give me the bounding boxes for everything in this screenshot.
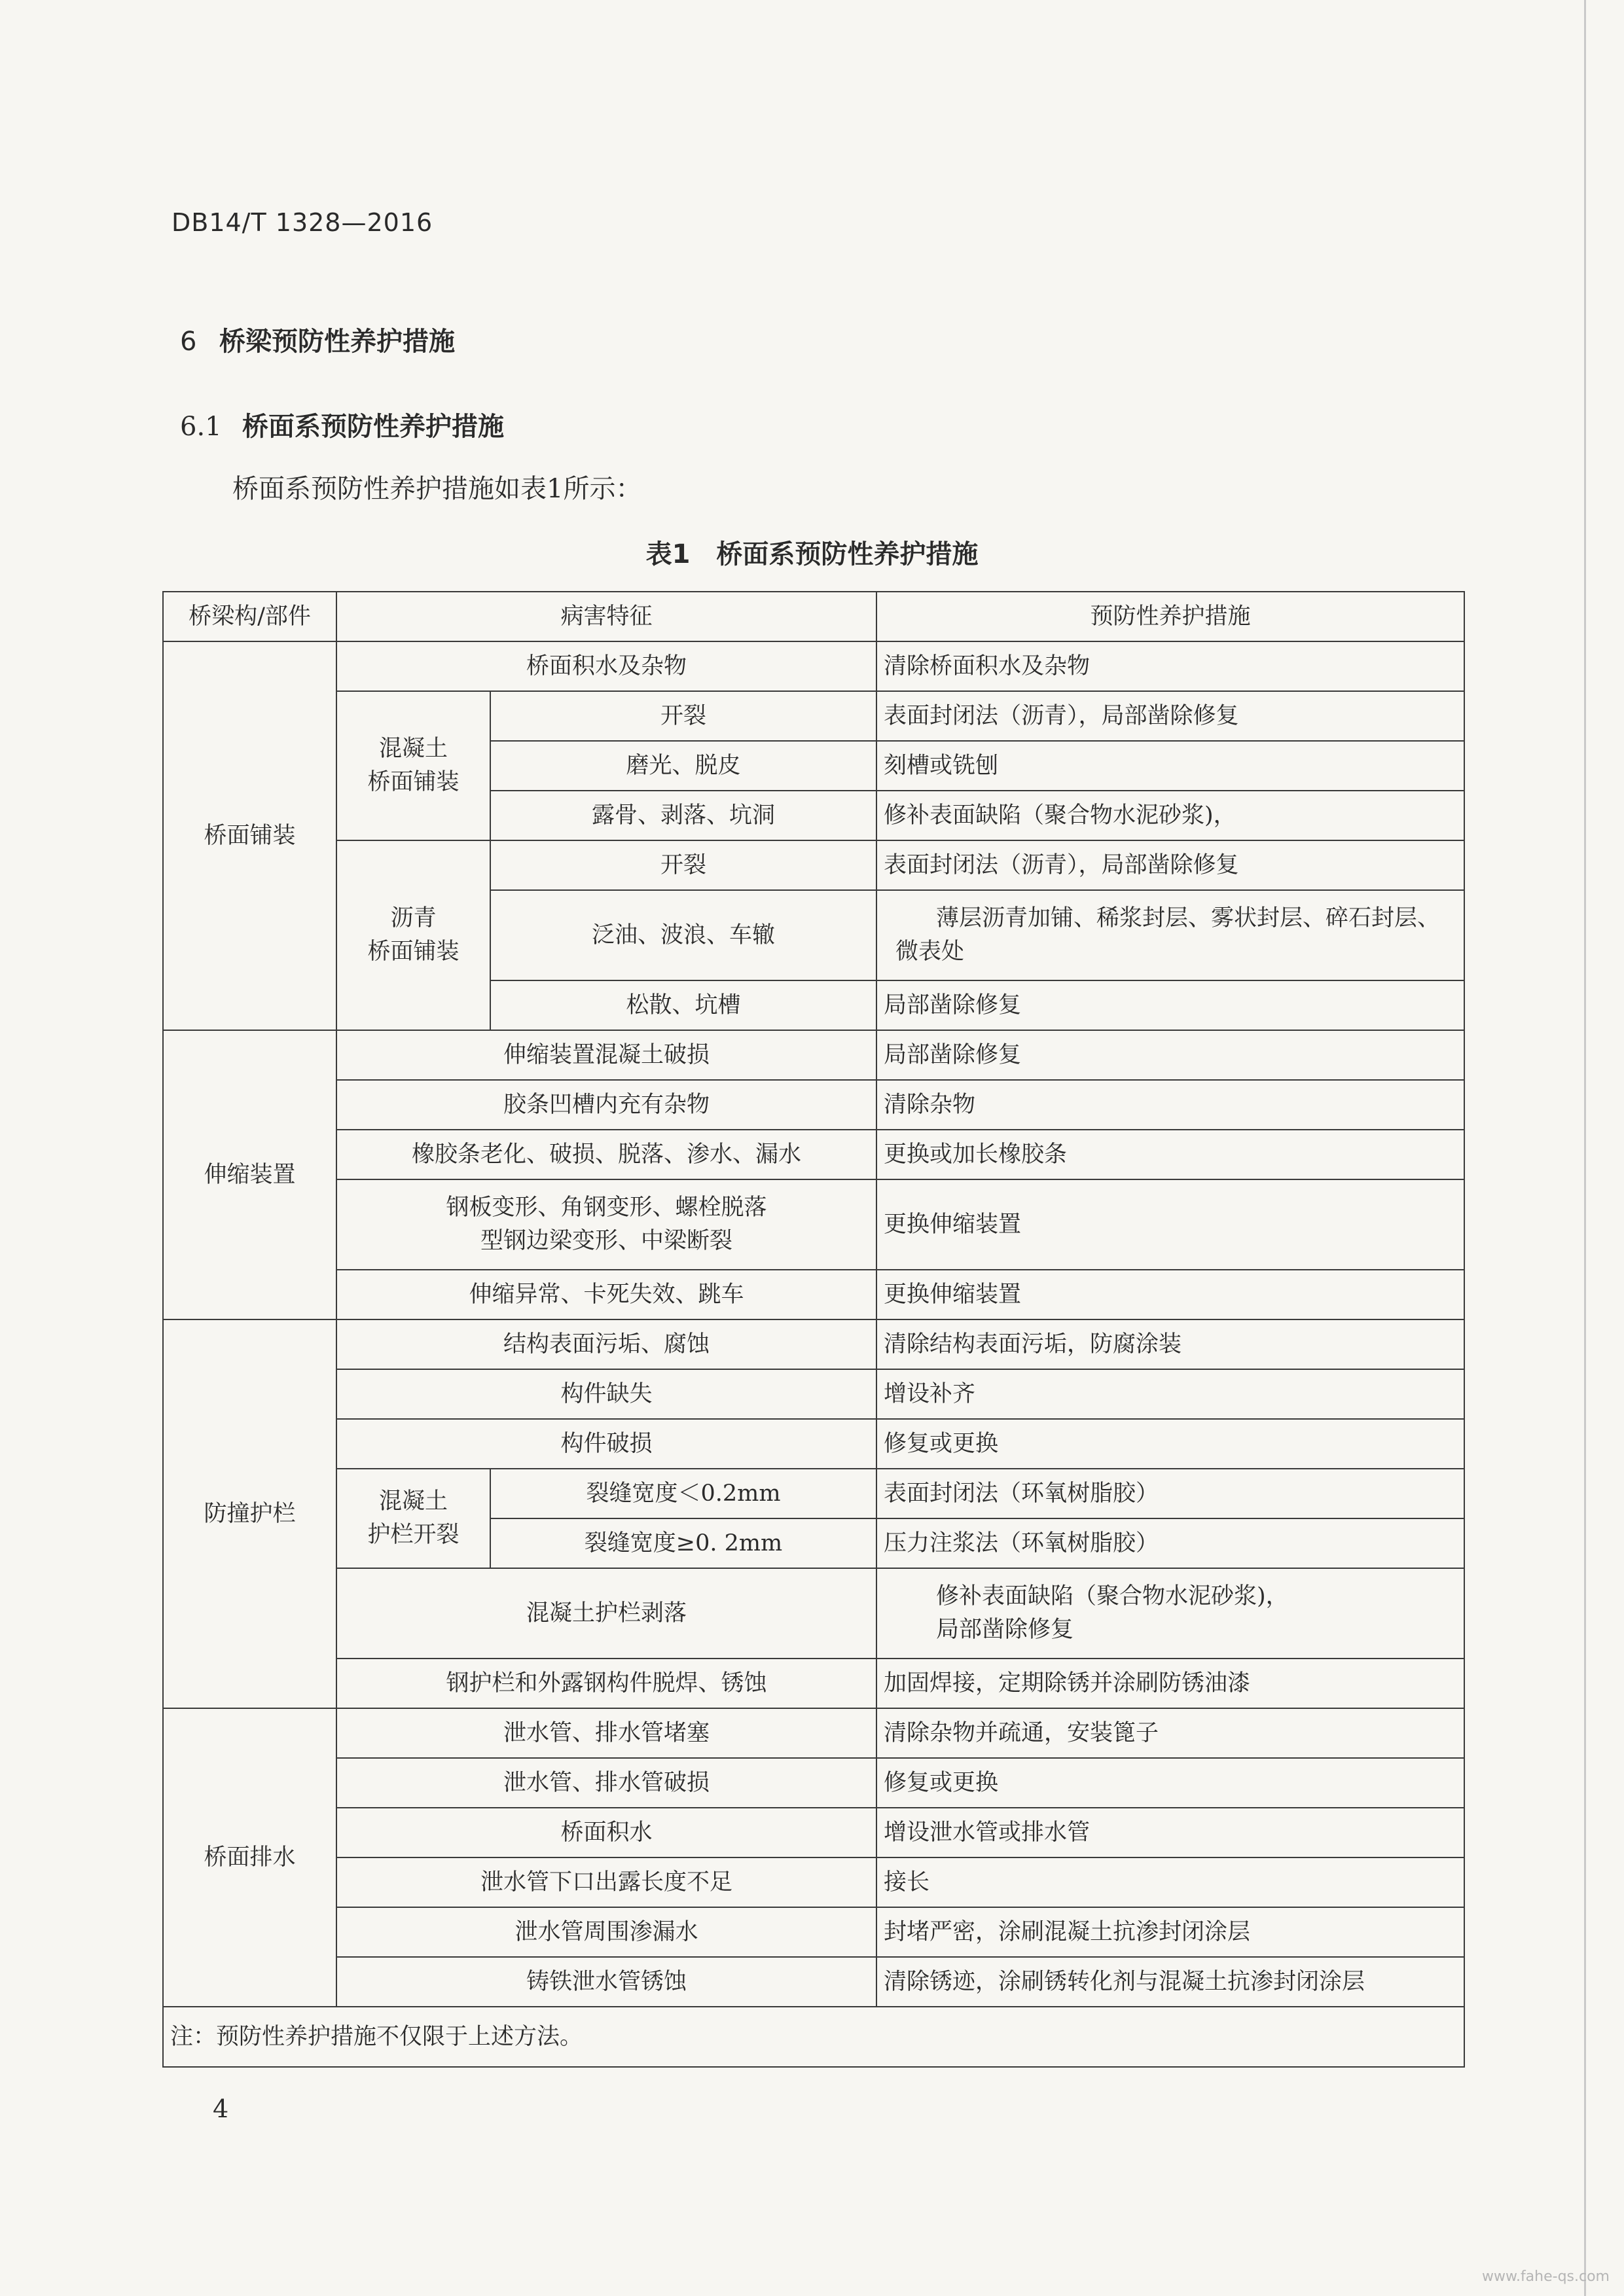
measure-cell: 更换伸缩装置: [876, 1270, 1464, 1319]
table-row: [163, 1957, 1464, 2007]
measure-cell: 修复或更换: [876, 1758, 1464, 1808]
measure-cell: 压力注浆法（环氧树脂胶）: [876, 1518, 1464, 1568]
defect-cell: 磨光、脱皮: [490, 741, 876, 791]
defect-cell: 泄水管、排水管破损: [336, 1758, 876, 1808]
defect-cell: 铸铁泄水管锈蚀: [336, 1957, 876, 2007]
header-defect: 病害特征: [336, 592, 876, 641]
measure-cell: 刻槽或铣刨: [876, 741, 1464, 791]
header-component: 桥梁构/部件: [163, 592, 336, 641]
table-row: [163, 1179, 1464, 1270]
subcategory-line: 混凝土: [378, 1488, 448, 1515]
table-row: [163, 1369, 1464, 1419]
header-measure: 预防性养护措施: [876, 592, 1464, 641]
table-caption-label: 表1: [645, 539, 691, 569]
measure-cell: 清除结构表面污垢，防腐涂装: [876, 1319, 1464, 1369]
section-number: 6: [180, 327, 197, 357]
measure-cell: 表面封闭法（沥青），局部凿除修复: [876, 691, 1464, 741]
measure-cell: 清除杂物: [876, 1080, 1464, 1130]
measure-cell: 局部凿除修复: [876, 1030, 1464, 1080]
subcategory-concrete-paving: [336, 691, 490, 840]
subsection-heading: [180, 406, 504, 443]
defect-cell: 泄水管、排水管堵塞: [336, 1708, 876, 1758]
defect-cell: 泛油、波浪、车辙: [490, 890, 876, 980]
category-deck-paving: 桥面铺装: [163, 641, 336, 1030]
measure-cell: 修复或更换: [876, 1419, 1464, 1469]
subsection-number: 6.1: [180, 412, 222, 442]
page-number: 4: [213, 2094, 229, 2123]
table-row: [163, 1030, 1464, 1080]
subcategory-line: 护栏开裂: [367, 1522, 460, 1548]
measure-line: 薄层沥青加铺、稀浆封层、雾状封层、碎石封层、: [936, 905, 1441, 932]
measure-cell: 清除锈迹，涂刷锈转化剂与混凝土抗渗封闭涂层: [876, 1957, 1464, 2007]
table-row: [163, 1808, 1464, 1857]
defect-cell: 露骨、剥落、坑洞: [490, 791, 876, 840]
table-row: [163, 691, 1464, 741]
table-caption-title: 桥面系预防性养护措施: [716, 539, 979, 569]
table-row: [163, 1319, 1464, 1369]
table-note: 注：预防性养护措施不仅限于上述方法。: [163, 2007, 1464, 2067]
measure-cell: 增设泄水管或排水管: [876, 1808, 1464, 1857]
table-row: [163, 1708, 1464, 1758]
table-row: [163, 1469, 1464, 1518]
table-row: [163, 1568, 1464, 1659]
measure-cell: 局部凿除修复: [876, 980, 1464, 1030]
table-header-row: [163, 592, 1464, 641]
measure-line: 微表处: [895, 939, 965, 965]
subcategory-concrete-rail-crack: [336, 1469, 490, 1568]
defect-cell: 开裂: [490, 840, 876, 890]
measure-cell: 表面封闭法（沥青），局部凿除修复: [876, 840, 1464, 890]
subcategory-line: 沥青: [390, 905, 437, 932]
maintenance-table: [162, 591, 1465, 2068]
defect-cell: 开裂: [490, 691, 876, 741]
defect-cell: 混凝土护栏剥落: [336, 1568, 876, 1659]
measure-cell: [876, 1568, 1464, 1659]
measure-cell: 接长: [876, 1857, 1464, 1907]
defect-line: 型钢边梁变形、中梁断裂: [480, 1228, 733, 1254]
measure-cell: 修补表面缺陷（聚合物水泥砂浆)，: [876, 791, 1464, 840]
measure-cell: 更换伸缩装置: [876, 1179, 1464, 1270]
table-row: [163, 641, 1464, 691]
table-row: [163, 1907, 1464, 1957]
table-row: [163, 1080, 1464, 1130]
table-row: [163, 1130, 1464, 1179]
measure-cell: 清除杂物并疏通，安装篦子: [876, 1708, 1464, 1758]
subcategory-asphalt-paving: [336, 840, 490, 1030]
defect-cell: 伸缩异常、卡死失效、跳车: [336, 1270, 876, 1319]
table-row: [163, 1419, 1464, 1469]
defect-cell: 结构表面污垢、腐蚀: [336, 1319, 876, 1369]
measure-cell: 增设补齐: [876, 1369, 1464, 1419]
defect-cell: 裂缝宽度＜0.2mm: [490, 1469, 876, 1518]
intro-paragraph: 桥面系预防性养护措施如表1所示：: [232, 474, 642, 504]
defect-cell: 胶条凹槽内充有杂物: [336, 1080, 876, 1130]
defect-cell: 松散、坑槽: [490, 980, 876, 1030]
defect-cell: 桥面积水及杂物: [336, 641, 876, 691]
defect-line: 钢板变形、角钢变形、螺栓脱落: [446, 1194, 767, 1221]
subcategory-line: 桥面铺装: [367, 769, 460, 795]
defect-cell: 构件缺失: [336, 1369, 876, 1419]
table-caption: [0, 533, 1624, 571]
document-code: DB14/T 1328—2016: [171, 208, 433, 237]
subcategory-line: 混凝土: [378, 736, 448, 762]
measure-cell: [876, 890, 1464, 980]
defect-cell: 伸缩装置混凝土破损: [336, 1030, 876, 1080]
measure-line: 局部凿除修复: [936, 1617, 1074, 1643]
subsection-title: 桥面系预防性养护措施: [242, 412, 504, 442]
table-row: [163, 840, 1464, 890]
defect-cell: 构件破损: [336, 1419, 876, 1469]
measure-cell: 清除桥面积水及杂物: [876, 641, 1464, 691]
category-guardrail: 防撞护栏: [163, 1319, 336, 1708]
category-expansion-joint: 伸缩装置: [163, 1030, 336, 1319]
measure-cell: 更换或加长橡胶条: [876, 1130, 1464, 1179]
section-heading: [180, 321, 455, 358]
measure-line: 修补表面缺陷（聚合物水泥砂浆)，: [936, 1583, 1289, 1610]
table-row: [163, 1270, 1464, 1319]
section-title: 桥梁预防性养护措施: [219, 327, 455, 357]
defect-cell: 桥面积水: [336, 1808, 876, 1857]
table-note-row: [163, 2007, 1464, 2067]
subcategory-line: 桥面铺装: [367, 939, 460, 965]
defect-cell: 裂缝宽度≥0. 2mm: [490, 1518, 876, 1568]
table-row: [163, 1659, 1464, 1708]
defect-cell: 橡胶条老化、破损、脱落、渗水、漏水: [336, 1130, 876, 1179]
measure-cell: 封堵严密，涂刷混凝土抗渗封闭涂层: [876, 1907, 1464, 1957]
defect-cell: 泄水管周围渗漏水: [336, 1907, 876, 1957]
watermark: www.fahe-qs.com: [1481, 2269, 1610, 2285]
defect-cell: 钢护栏和外露钢构件脱焊、锈蚀: [336, 1659, 876, 1708]
measure-cell: 加固焊接，定期除锈并涂刷防锈油漆: [876, 1659, 1464, 1708]
table-row: [163, 1758, 1464, 1808]
measure-cell: 表面封闭法（环氧树脂胶）: [876, 1469, 1464, 1518]
page-edge-line: [1584, 0, 1586, 2296]
category-deck-drainage: 桥面排水: [163, 1708, 336, 2007]
defect-cell: 泄水管下口出露长度不足: [336, 1857, 876, 1907]
table-row: [163, 1857, 1464, 1907]
defect-cell: [336, 1179, 876, 1270]
